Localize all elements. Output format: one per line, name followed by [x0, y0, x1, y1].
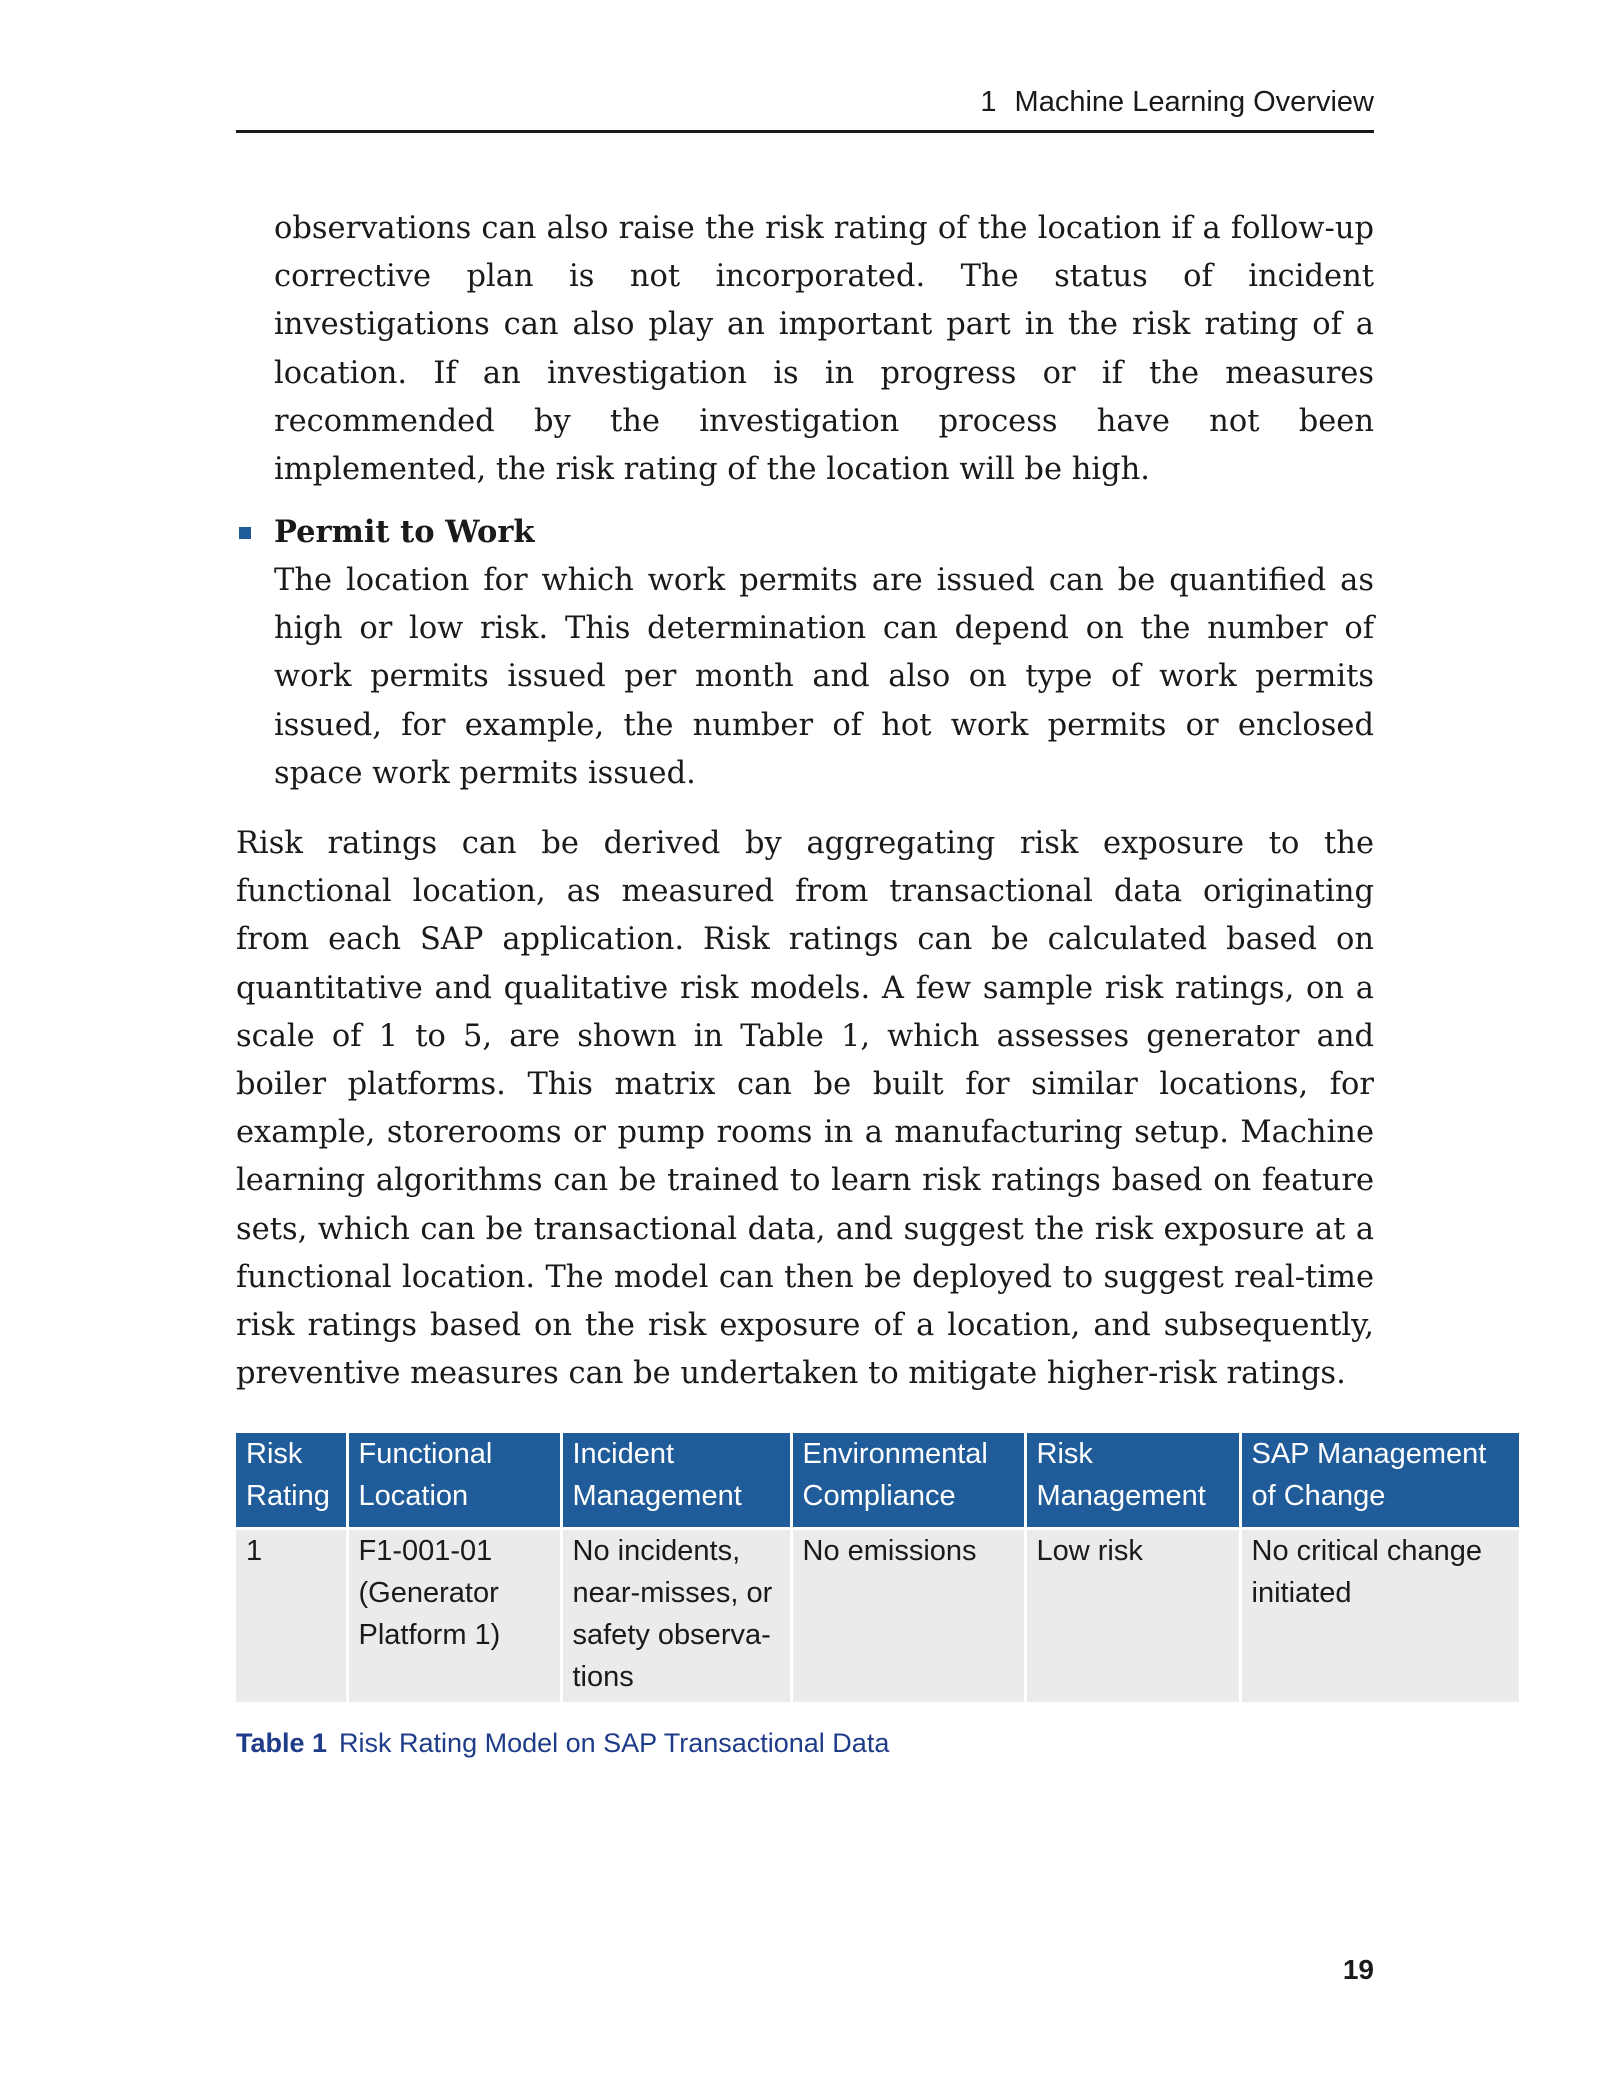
- cell-environmental-compliance: No emissions: [791, 1529, 1025, 1703]
- header-incident-management: Incident Management: [561, 1433, 791, 1529]
- table-row: [236, 1529, 1519, 1703]
- body-paragraph: Risk ratings can be derived by aggregating risk exposure to the functional location, as measured from transactional data originating from each SAP application. Risk ratings can be calculated based on quantitative and qualitative risk models. A few sample risk ratings, on a scale of 1 to 5, are shown in Table 1, which assesses generator and boiler platforms. This matrix can be built for similar locations, for example, storerooms or pump rooms in a manufacturing setup. Machine learning algorithms can be trained to learn risk ratings based on feature sets, which can be transactional data, and suggest the risk exposure at a functional location. The model can then be deployed to suggest real-time risk ratings based on the risk exposure of a location, and subsequently, preventive measures can be undertaken to mitigate higher-risk ratings.: [236, 826, 1374, 1392]
- caption-text: Risk Rating Model on SAP Transactional Data: [339, 1728, 890, 1758]
- bullet-square-icon: [239, 527, 251, 539]
- cell-risk-management: Low risk: [1025, 1529, 1240, 1703]
- cell-risk-rating: 1: [236, 1529, 347, 1703]
- risk-rating-table: [236, 1433, 1519, 1702]
- header-environmental-compliance: Environmental Compliance: [791, 1433, 1025, 1529]
- header-sap-management-of-change: SAP Management of Change: [1240, 1433, 1519, 1529]
- caption-label: Table 1: [236, 1728, 328, 1758]
- running-header: [236, 80, 1374, 133]
- chapter-title: Machine Learning Overview: [1014, 86, 1374, 118]
- bullet-text: The location for which work permits are issued can be quantified as high or low risk. This determination can depend on the number of work permits issued per month and also on type of work permits issued, for example, the number of hot work permits or enclosed space work permits issued.: [274, 563, 1374, 791]
- header-risk-rating: Risk Rating: [236, 1433, 347, 1529]
- table-caption: [236, 1723, 889, 1763]
- body-paragraph-continued: observations can also raise the risk rating of the location if a follow-up corrective plan is not incorporated. The status of incident investigations can also play an important part in the risk rating of a location. If an investigation is in progress or if the measures recommended by the investigation process have not been implemented, the risk rating of the location will be high.: [274, 211, 1374, 488]
- header-functional-location: Functional Location: [347, 1433, 561, 1529]
- header-risk-management: Risk Management: [1025, 1433, 1240, 1529]
- bullet-title: Permit to Work: [274, 514, 535, 550]
- cell-sap-management-of-change: No critical change initiated: [1240, 1529, 1519, 1703]
- cell-functional-location: F1-001-01 (Generator Platform 1): [347, 1529, 561, 1703]
- chapter-number: 1: [980, 86, 997, 118]
- cell-incident-management: No incidents, near-misses, or safety observations: [561, 1529, 791, 1703]
- table-header-row: [236, 1433, 1519, 1529]
- page-number: 19: [1342, 1954, 1374, 1985]
